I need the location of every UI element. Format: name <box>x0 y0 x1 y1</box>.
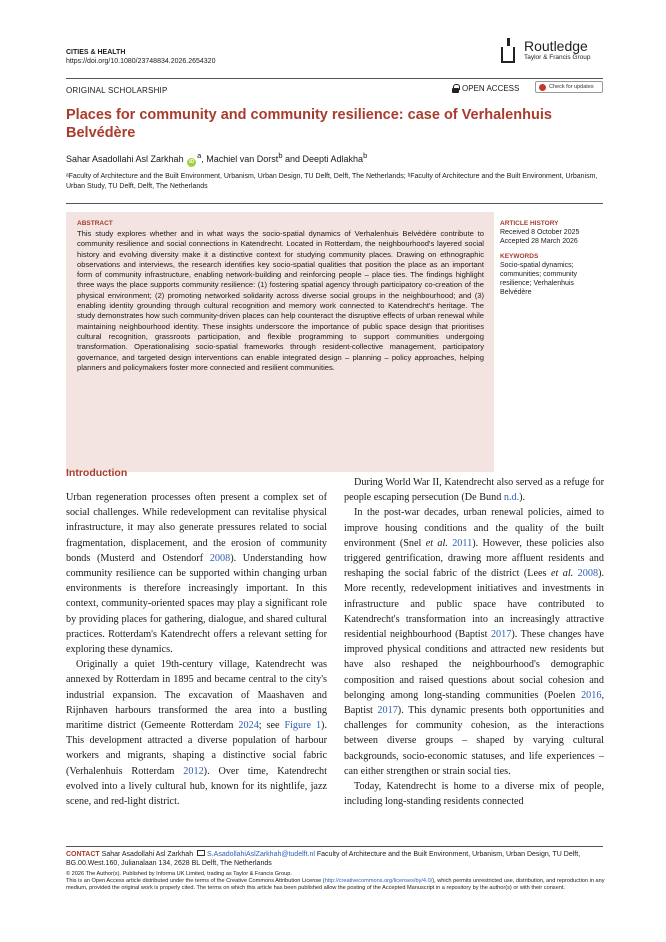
article-type: ORIGINAL SCHOLARSHIP <box>66 86 168 95</box>
abstract-heading: ABSTRACT <box>77 220 113 227</box>
accepted-date: Accepted 28 March 2026 <box>500 238 578 245</box>
article-sidebar <box>500 219 605 297</box>
citation-link[interactable]: 2017 <box>377 705 398 717</box>
orcid-icon[interactable]: iD <box>189 159 195 165</box>
section-heading: Introduction <box>66 467 128 479</box>
citation-link[interactable]: 2012 <box>183 765 204 777</box>
open-access-label: OPEN ACCESS <box>462 84 520 93</box>
publisher-subtitle: Taylor & Francis Group <box>524 54 591 61</box>
citation-link[interactable]: 2017 <box>490 629 512 641</box>
footer-divider <box>66 846 603 847</box>
check-updates-button[interactable] <box>535 81 603 93</box>
email-link[interactable]: S.AsadollahiAslZarkhah@tudelft.nl <box>207 851 315 858</box>
citation-link[interactable]: 2011 <box>447 537 473 549</box>
open-lock-icon <box>452 84 459 93</box>
author-separator: , <box>201 154 207 164</box>
footer <box>66 850 606 893</box>
email-icon <box>197 850 205 856</box>
citation-link[interactable]: 2016 <box>581 689 602 701</box>
body-column-left <box>66 466 327 809</box>
affiliation-marker: b <box>363 151 368 160</box>
author-separator: and <box>282 154 303 164</box>
check-updates-icon <box>539 84 546 91</box>
affiliation-marker: a <box>197 151 202 160</box>
affiliation-marker: b <box>278 151 283 160</box>
author-list <box>66 150 367 167</box>
citation-link[interactable]: 2024 <box>238 720 259 732</box>
copyright-text: © 2026 The Author(s). Published by Informa UK Limited, trading as Taylor & Francis Group. <box>66 871 292 877</box>
paragraph: Originally a quiet 19th-century village, Katendrecht was annexed by Rotterdam in 1895 and became central to the city's industrial expansion. The excavation of Maashaven and Rijnhaven harbours transformed the area into a bustling maritime district (Gemeente Rotterdam 2024; see Figure 1). This development attracted a diverse population of harbour workers and migrants, shaping a distinctive social fabric (Verhalenhuis Rotterdam 2012). Over time, Katendrecht evolved into a lively cultural hub, known for its nightlife, jazz scene, and red-light district. <box>66 659 327 808</box>
license-text: This is an Open Access article distributed under the terms of the Creative Commons Attribution License (http://creativecommons.org/licenses/by/4.0/), which permits unrestricted use, distribution, and reproduction in any medium, provided the original work is properly cited. The terms on which this article has been published allow the posting of the Accepted Manuscript in a repository by the author(s) or with their consent. <box>66 878 605 892</box>
abstract-text: This study explores whether and in what ways the socio-spatial dynamics of Verhalenhuis Belvédère contribute to community resilience and social connections in Katendrecht. Located in Rotterdam, the neighbourhood's layered social history and evolving diversity make it a distinctive context for studying community places. Drawing on ethnographic observations and interviews, the research identifies key socio-spatial qualities that position the place as an important form of community infrastructure, enabling network-building and reinforcing people – place ties. The findings highlight three ways the place supports community resilience: (1) fostering spatial agency through participatory co-creation of the physical environment; (2) promoting networked solidarity across diverse social groups in the neighbourhood; and (3) enabling identity grounding through cultural recognition and memory work connected to Katendrecht's heritage. The study demonstrates how such community-driven places can help counteract the disruptive effects of urban renewal while maintaining neighbourhood identity. These insights underscore the importance of public space design that prioritises cultural recognition, grassroots participation, and flexible programming to support communities undergoing transformation. Operationalising socio-spatial frameworks through resident-collective management, participatory governance, and targeted design interventions can enable integrated design – planning – policy approaches, helping planners and policymakers foster more connected and resilient communities. <box>77 229 484 372</box>
author-name[interactable]: Machiel van Dorst <box>206 154 279 164</box>
paragraph: Today, Katendrecht is home to a diverse mix of people, including long-standing residents connected <box>344 781 604 808</box>
figure-link[interactable]: Figure 1 <box>284 720 322 732</box>
citation-link[interactable]: 2008 <box>573 568 599 580</box>
contact-label: CONTACT <box>66 851 100 858</box>
contact-name: Sahar Asadollahi Asl Zarkhah <box>99 851 196 858</box>
title-divider <box>66 203 603 204</box>
citation-link[interactable]: 2008 <box>209 552 231 564</box>
journal-header <box>66 48 215 66</box>
doi-link[interactable]: https://doi.org/10.1080/23748834.2026.2654320 <box>66 58 216 65</box>
author-name[interactable]: Deepti Adlakha <box>302 154 364 164</box>
publisher-logo[interactable] <box>497 38 590 64</box>
routledge-logo-icon <box>497 38 519 64</box>
publisher-name: Routledge <box>524 38 588 54</box>
paragraph: Urban regeneration processes often present a complex set of social challenges. While redevelopment can revitalise physical infrastructure, it may also generate pressures related to social fragmentation, displacement, and the erosion of community bonds (Musterd and Ostendorf 2008). Understanding how community resilience can be supported within changing urban environments is therefore increasingly important. In this context, community-oriented spaces may play a significant role by providing places for gathering, dialogue, and shared cultural practices. Rotterdam's Katendrecht offers a relevant setting for exploring these dynamics. <box>66 492 328 656</box>
citation-link[interactable]: n.d. <box>503 492 520 504</box>
header-divider <box>66 78 603 79</box>
body-column-right <box>344 475 604 809</box>
article-title: Places for community and community resilience: case of Verhalenhuis Belvédère <box>66 107 552 141</box>
author-name[interactable]: Sahar Asadollahi Asl Zarkhah <box>66 154 184 164</box>
open-access-badge <box>452 84 519 93</box>
article-history-heading: ARTICLE HISTORY <box>500 220 559 227</box>
paragraph: In the post-war decades, urban renewal policies, aimed to improve housing conditions and the quality of the built environment (Snel et al. 2011). However, these policies also triggered gentrification, drawing more affluent residents and reshaping the social fabric of the district (Lees et al. 2008). More recently, redevelopment initiatives and investments in infrastructure and public space have contributed to Katendrecht's transformation into an increasingly attractive residential neighbourhood (Baptist 2017). These changes have improved physical conditions and attracted new residents but have also reshaped the neighbourhood's demographic composition and raised questions about social cohesion and belonging among long-standing communities (Poelen 2016, Baptist 2017). This dynamic presents both opportunities and challenges for community cohesion, as the interactions between diverse groups – shaped by varying cultural backgrounds, socio-economic statuses, and life experiences – can either strengthen or strain social ties. <box>344 507 605 777</box>
paragraph: During World War II, Katendrecht also served as a refuge for people escaping persecution (De Bund n.d.). <box>344 477 604 504</box>
contact-line <box>66 850 606 868</box>
received-date: Received 8 October 2025 <box>500 229 580 236</box>
keywords-heading: KEYWORDS <box>500 253 539 260</box>
check-updates-label: Check for updates <box>549 84 594 90</box>
contact-address: Faculty of Architecture and the Built Environment, Urbanism, Urban Design, TU Delft, BG.00.West.160, Julianalaan 134, 2628 BL Delft, The Netherlands <box>66 851 581 867</box>
license-link[interactable]: http://creativecommons.org/licenses/by/4.0/ <box>324 878 433 885</box>
abstract-box <box>66 212 494 472</box>
journal-name: CITIES & HEALTH <box>66 49 126 56</box>
affiliations: ᵃFaculty of Architecture and the Built Environment, Urbanism, Urban Design, TU Delft, Delft, The Netherlands; ᵇFaculty of Architecture and the Built Environment, Urbanism, Urban Study, TU Delft, Delft, The Netherlands <box>66 173 598 190</box>
copyright-notice <box>66 871 606 893</box>
keywords-list: Socio-spatial dynamics; communities; community resilience; Verhalenhuis Belvédère <box>500 262 578 296</box>
